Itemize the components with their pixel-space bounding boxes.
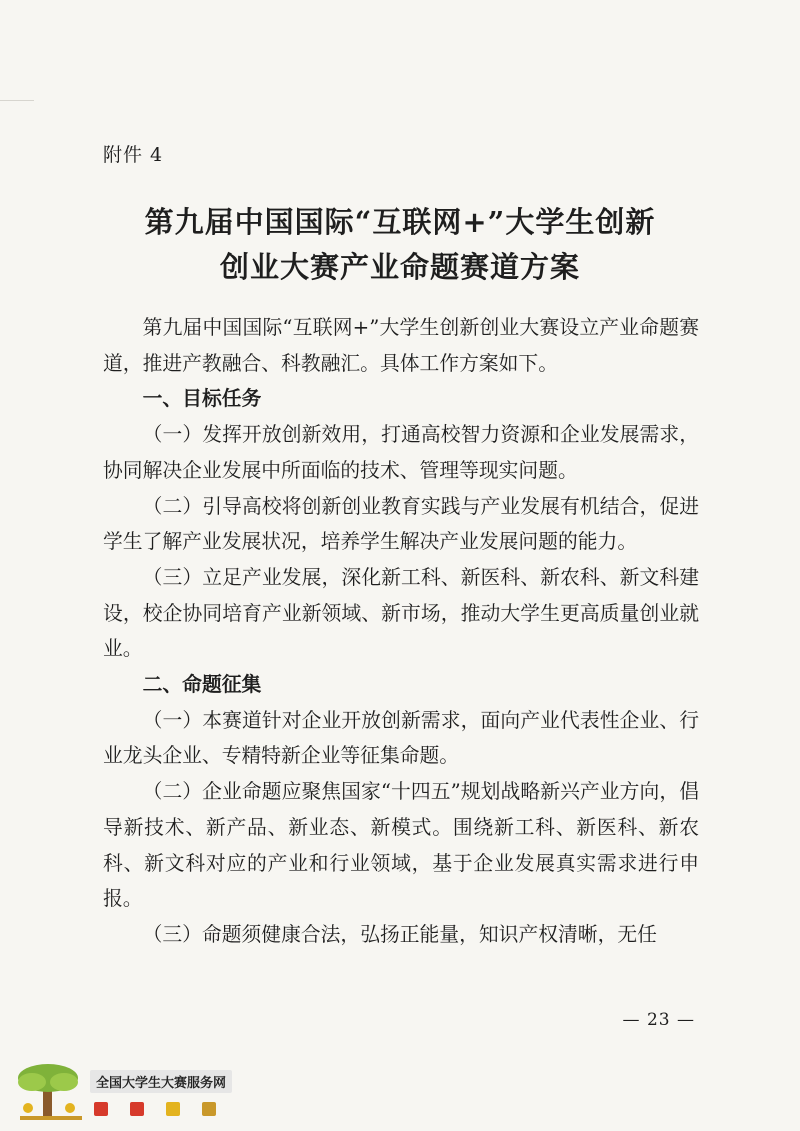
document-title-line-1: 第九届中国国际“互联网+”大学生创新	[144, 205, 656, 239]
document-title-line-2: 创业大赛产业命题赛道方案	[219, 250, 580, 284]
watermark-icon	[130, 1102, 144, 1116]
watermark-icon	[94, 1102, 108, 1116]
attachment-label: 附件 4	[103, 144, 164, 166]
proposals-item-3: （三）命题须健康合法，弘扬正能量，知识产权清晰，无任	[142, 922, 657, 946]
site-watermark	[10, 1058, 270, 1124]
document-body	[103, 310, 699, 953]
watermark-icon-row	[94, 1102, 216, 1116]
goals-item-3: （三）立足产业发展，深化新工科、新医科、新农科、新文科建设，校企协同培育产业新领域、新市场，推动大学生更高质量创业就业。	[103, 565, 699, 661]
scan-margin-line	[0, 100, 34, 101]
watermark-icon	[202, 1102, 216, 1116]
section-heading-proposals: 二、命题征集	[142, 673, 262, 697]
proposals-item-1: （一）本赛道针对企业开放创新需求，面向产业代表性企业、行业龙头企业、专精特新企业等征集命题。	[103, 708, 699, 768]
proposals-item-2: （二）企业命题应聚焦国家“十四五”规划战略新兴产业方向，倡导新技术、新产品、新业态、新模式。围绕新工科、新医科、新农科、新文科对应的产业和行业领域，基于企业发展真实需求进行申报。	[103, 780, 699, 911]
section-heading-goals: 一、目标任务	[142, 387, 262, 411]
watermark-icon	[166, 1102, 180, 1116]
goals-item-2: （二）引导高校将创新创业教育实践与产业发展有机结合，促进学生了解产业发展状况，培养学生解决产业发展问题的能力。	[103, 494, 699, 554]
page-number: — 23 —	[622, 1010, 695, 1030]
intro-paragraph: 第九届中国国际“互联网+”大学生创新创业大赛设立产业命题赛道，推进产教融合、科教融汇。具体工作方案如下。	[103, 316, 699, 375]
tree-logo-icon	[10, 1058, 90, 1124]
goals-item-1: （一）发挥开放创新效用，打通高校智力资源和企业发展需求，协同解决企业发展中所面临的技术、管理等现实问题。	[103, 423, 699, 482]
watermark-site-name: 全国大学生大赛服务网	[90, 1070, 232, 1093]
